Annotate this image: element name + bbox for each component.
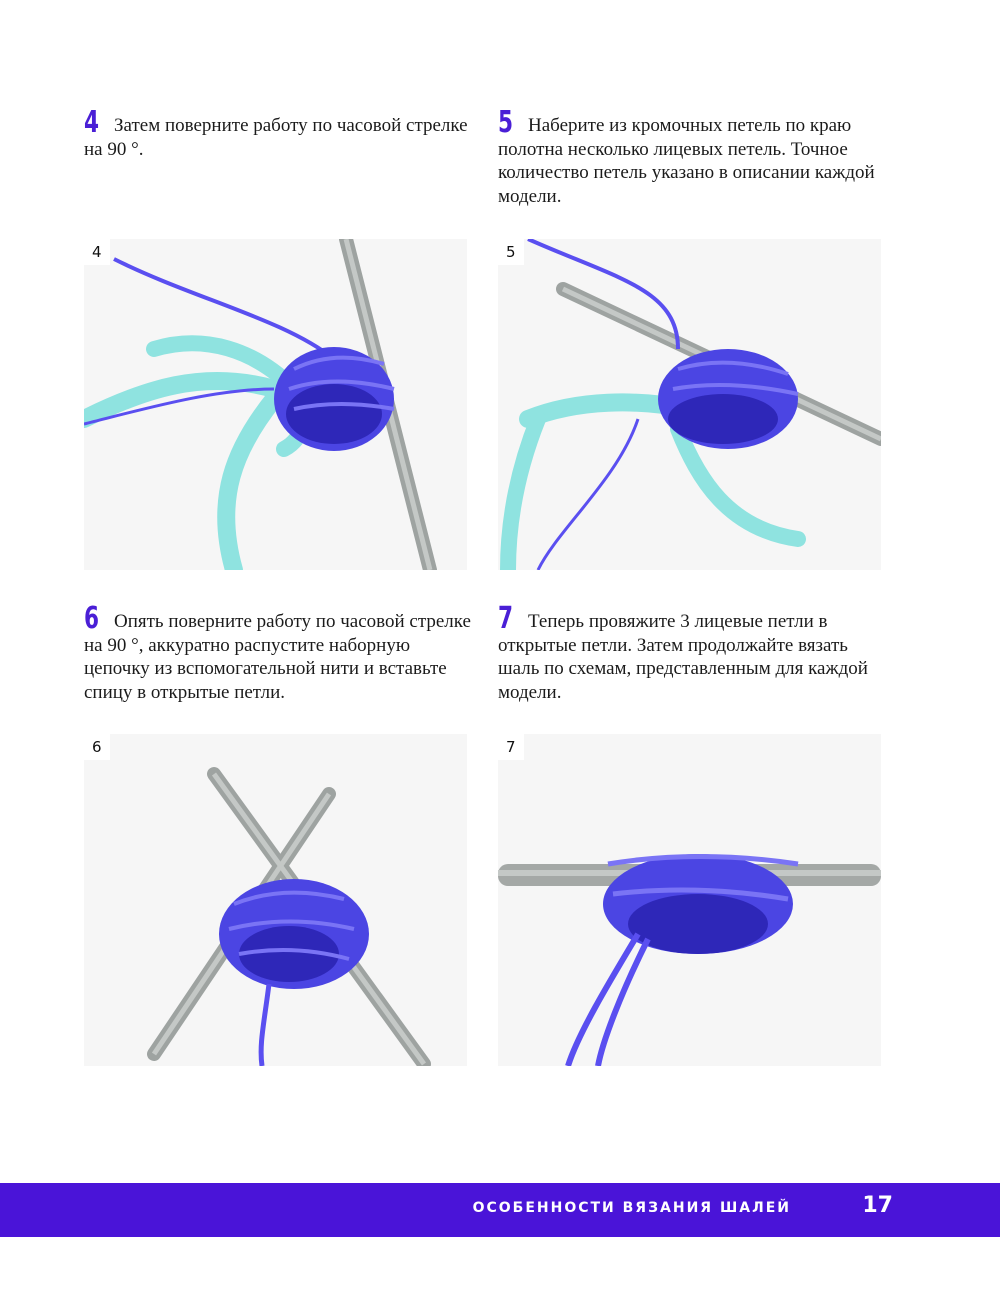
step-6-text-block (84, 601, 474, 704)
page-number: 17 (862, 1193, 893, 1218)
knitting-photo-5 (498, 239, 881, 570)
step-5-text-block (498, 105, 888, 208)
step-6-photo (84, 734, 467, 1066)
step-number: 7 (498, 601, 514, 636)
step-description: Теперь провяжите 3 лицевые петли в открытые петли. Затем продолжайте вязать шаль по схемам, представленным для каждой модели. (498, 611, 868, 703)
step-4-photo (84, 239, 467, 570)
page-footer (0, 1183, 1000, 1237)
knitting-photo-4 (84, 239, 467, 570)
step-4-text-block (84, 105, 474, 161)
step-number: 5 (498, 105, 514, 140)
step-description: Наберите из кромочных петель по краю полотна несколько лицевых петель. Точное количество петель указано в описании каждой модели. (498, 115, 875, 207)
step-number: 6 (84, 601, 100, 636)
step-7-text-block (498, 601, 888, 704)
step-7-photo (498, 734, 881, 1066)
knitting-photo-7 (498, 734, 881, 1066)
photo-label: 5 (498, 239, 524, 265)
section-title: ОСОБЕННОСТИ ВЯЗАНИЯ ШАЛЕЙ (472, 1200, 791, 1216)
step-number: 4 (84, 105, 100, 140)
photo-label: 6 (84, 734, 110, 760)
photo-label: 4 (84, 239, 110, 265)
knitting-photo-6 (84, 734, 467, 1066)
photo-label: 7 (498, 734, 524, 760)
step-5-photo (498, 239, 881, 570)
step-description: Затем поверните работу по часовой стрелке на 90 °. (84, 115, 468, 160)
step-description: Опять поверните работу по часовой стрелке на 90 °, аккуратно распустите наборную цепочку из вспомогательной нити и вставьте спицу в открытые петли. (84, 611, 471, 703)
